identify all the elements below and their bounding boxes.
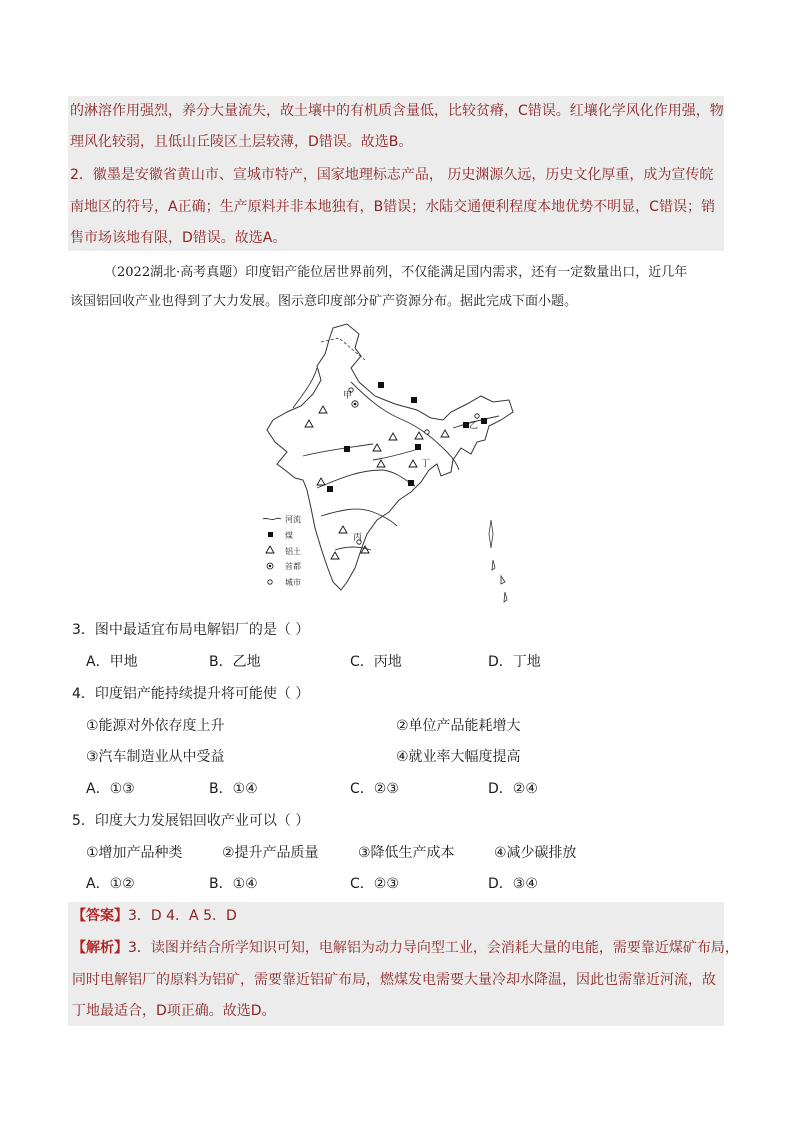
river-krishna (321, 509, 397, 526)
legend-river-label: 河流 (285, 515, 301, 524)
legend-bauxite-label: 铝土 (285, 547, 301, 556)
explanation-line: 理风化较弱，且低山丘陵区土层较薄，D错误。故选B。 (70, 134, 413, 150)
coal-marker (415, 444, 421, 450)
q5-option-d[interactable]: D．③④ (488, 876, 538, 892)
question-4-stem: 4．印度铝产能持续提升将可能使（ ） (72, 686, 310, 702)
q4-item-3: ③汽车制造业从中受益 (86, 749, 225, 765)
explanation-line: 2．徽墨是安徽省黄山市、宣城市特产，国家地理标志产品， 历史渊源久远，历史文化厚重，成为宣传皖 (70, 167, 714, 183)
answer-tag: 【答案】 (72, 908, 128, 924)
legend-coal-icon (268, 532, 273, 537)
coal-marker (327, 486, 333, 492)
q5-item-4: ④减少碳排放 (494, 845, 577, 861)
place-label-ding: 丁 (421, 459, 431, 469)
analysis-tag: 【解析】 (72, 940, 128, 956)
bauxite-marker (317, 478, 325, 485)
q3-option-c[interactable]: C．丙地 (350, 654, 402, 670)
q3-option-b[interactable]: B．乙地 (209, 654, 261, 670)
q5-item-3: ③降低生产成本 (358, 845, 455, 861)
bauxite-marker (319, 406, 327, 413)
explanation-line: 售市场该地有限，D错误。故选A。 (70, 230, 287, 246)
city-marker (425, 430, 429, 434)
bauxite-marker (415, 432, 423, 439)
bauxite-marker (409, 460, 417, 467)
q4-item-4: ④就业率大幅度提高 (396, 749, 521, 765)
border-dashed (321, 338, 365, 360)
coal-marker (411, 397, 417, 403)
legend-bauxite-icon (266, 546, 274, 553)
bauxite-marker (389, 433, 397, 440)
bauxite-marker (331, 552, 339, 559)
q5-option-b[interactable]: B．①④ (209, 876, 258, 892)
legend-capital-icon (269, 565, 271, 567)
q5-option-a[interactable]: A．①② (86, 876, 135, 892)
bauxite-marker (305, 420, 313, 427)
city-marker (475, 414, 479, 418)
river-mahanadi (373, 450, 415, 460)
river-ganges (351, 382, 459, 470)
legend-city-label: 城市 (285, 578, 301, 587)
bauxite-marker (377, 460, 385, 467)
analysis-text: 3．读图并结合所学知识可知，电解铝为动力导向型工业，会消耗大量的电能，需要靠近煤矿布局， (128, 940, 739, 956)
answer-text: 3．D 4．A 5．D (128, 908, 237, 924)
coal-marker (378, 382, 384, 388)
q5-option-c[interactable]: C．②③ (350, 876, 399, 892)
island-group (489, 520, 507, 602)
q4-item-1: ①能源对外依存度上升 (86, 718, 225, 734)
capital-marker (352, 401, 358, 407)
explanation-line: 的淋溶作用强烈，养分大量流失，故土壤中的有机质含量低，比较贫瘠，C错误。红壤化学风化作用强，物 (70, 103, 724, 119)
place-label-bing: 丙 (353, 533, 363, 543)
bauxite-marker (441, 430, 449, 437)
answer-line (72, 906, 237, 926)
q4-option-b[interactable]: B．①④ (209, 781, 258, 797)
place-label-yi: 乙 (469, 421, 479, 431)
bauxite-marker (339, 526, 347, 533)
q4-option-d[interactable]: D．②④ (488, 781, 538, 797)
legend-river-icon (263, 518, 281, 519)
q3-option-d[interactable]: D．丁地 (488, 654, 541, 670)
legend-city-icon (268, 580, 272, 584)
q4-option-a[interactable]: A．①③ (86, 781, 135, 797)
analysis-line: 同时电解铝厂的原料为铝矿，需要靠近铝矿布局，燃煤发电需要大量冷却水降温，因此也需靠近河流，故 (72, 972, 716, 988)
q4-option-c[interactable]: C．②③ (350, 781, 399, 797)
bauxite-markers (305, 406, 449, 559)
q5-item-2: ②提升产品质量 (222, 845, 319, 861)
place-label-jia: 甲 (343, 391, 353, 401)
coal-marker (344, 446, 350, 452)
question-intro: 该国铝回收产业也得到了大力发展。图示意印度部分矿产资源分布。据此完成下面小题。 (70, 294, 578, 309)
river-narmada (303, 444, 373, 456)
explanation-line: 南地区的符号，A正确；生产原料并非本地独有，B错误；水陆交通便利程度本地优势不明显，C错误；销 (70, 199, 715, 215)
india-mineral-map (255, 320, 525, 610)
analysis-line (72, 938, 739, 958)
question-intro: （2022湖北·高考真题）印度铝产能位居世界前列，不仅能满足国内需求，还有一定数量出口，近几年 (104, 265, 688, 280)
legend-coal-label: 煤 (285, 531, 293, 540)
q5-item-1: ①增加产品种类 (86, 845, 183, 861)
map-legend (263, 514, 301, 587)
coal-marker (408, 480, 414, 486)
q4-item-2: ②单位产品能耗增大 (396, 718, 521, 734)
legend-capital-label: 首都 (285, 562, 301, 571)
q3-option-a[interactable]: A．甲地 (86, 654, 138, 670)
analysis-line: 丁地最适合，D项正确。故选D。 (72, 1003, 276, 1019)
coal-marker (481, 418, 487, 424)
river-godavari (317, 470, 415, 488)
question-5-stem: 5．印度大力发展铝回收产业可以（ ） (72, 813, 310, 829)
question-3-stem: 3．图中最适宜布局电解铝厂的是（ ） (72, 622, 310, 638)
bauxite-marker (373, 444, 381, 451)
